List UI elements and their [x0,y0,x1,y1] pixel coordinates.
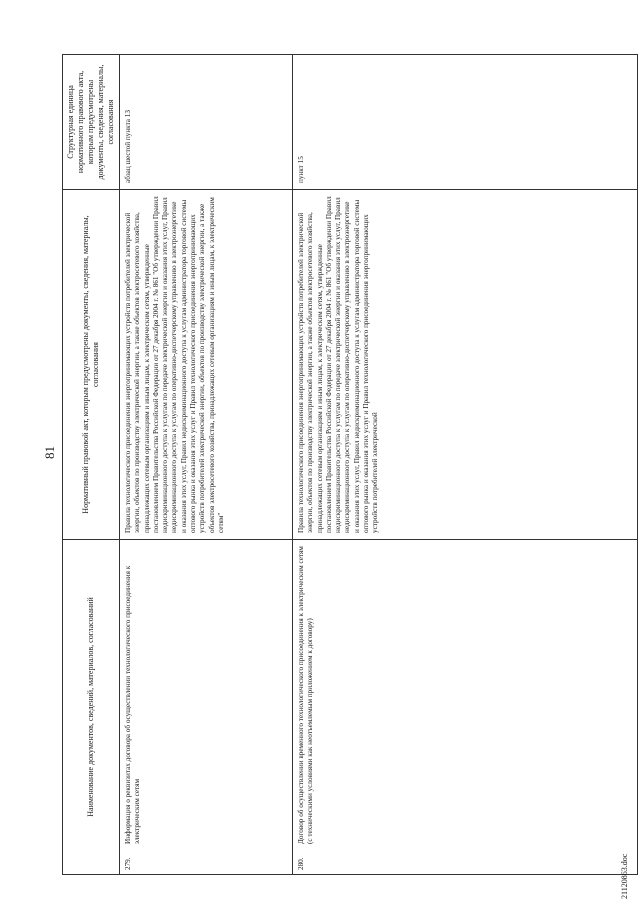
row-number: 280. [297,857,305,870]
row-structural-unit [293,55,638,190]
row-document-cell [120,540,293,875]
row-legal-act [120,190,293,540]
table-row [120,55,293,875]
row-structural-unit [120,55,293,190]
row-number: 279. [124,857,132,870]
table-row [293,55,638,875]
row-document-name: Договор об осуществлении временного технологического присоединения к электрическим сетям (с техническими условиями как неотъемлемым приложением к договору) [297,546,315,844]
page-number: 81 [42,446,57,459]
row-legal-act [293,190,638,540]
header-legal-act: Нормативный правовой акт, которым предусмотрены документы, сведения, материалы, согласования [63,190,120,540]
row-document-cell [293,540,638,875]
table-header-row [63,55,120,875]
row-legal-act-text: Правила технологического присоединения энергопринимающих устройств потребителей электрической энергии, объектов по производству электрической энергии, а также объектов электросетевого хозяйства, принадлежащих сетевым организациям и иным лицам, к электрическим сетям, утвержденные постановлением Правительства Российской Федерации от 27 декабря 2004 г. № 861 "Об утверждении Правил недискриминационного доступа к услугам по передаче электрической энергии и оказания этих услуг, Правил недискриминационного доступа к услугам по оперативно-диспетчерскому управлению в электроэнергетике и оказания этих услуг, Правил недискриминационного доступа к услугам администратора торговой системы оптового рынка и оказания этих услуг и Правил технологического присоединения энергопринимающих устройств потребителей электрической энергии, объектов по производству электрической энергии, а также объектов электросетевого хозяйства, принадлежащих сетевым организациям и иным лицам, к электрическим сетям" [124,196,225,533]
document-code: 21120863.doc [620,853,629,899]
row-document-name: Информация о реквизитах договора об осуществлении технологического присоединения к электрическим сетям [124,565,142,844]
row-structural-unit-text: абзац шестой пункта 13 [124,110,132,183]
documents-table [62,54,638,875]
row-legal-act-text: Правила технологического присоединения энергопринимающих устройств потребителей электрической энергии, объектов по производству электрической энергии, а также объектов электросетевого хозяйства, принадлежащих сетевым организациям и иным лицам, к электрическим сетям, утвержденные постановлением Правительства Российской Федерации от 27 декабря 2004 г. № 861 "Об утверждении Правил недискриминационного доступа к услугам по передаче электрической энергии и оказания этих услуг, Правил недискриминационного доступа к услугам по оперативно-диспетчерскому управлению в электроэнергетике и оказания этих услуг, Правил недискриминационного доступа к услугам администратора торговой системы оптового рынка и оказания этих услуг и Правил технологического присоединения энергопринимающих устройств потребителей электрической [297,196,380,533]
header-documents: Наименование документов, сведений, материалов, согласований [63,540,120,875]
row-structural-unit-text: пункт 15 [297,156,305,183]
header-structural-unit: Структурная единица нормативного правового акта, которым предусмотрены документы, сведения, материалы, согласования [63,55,120,190]
